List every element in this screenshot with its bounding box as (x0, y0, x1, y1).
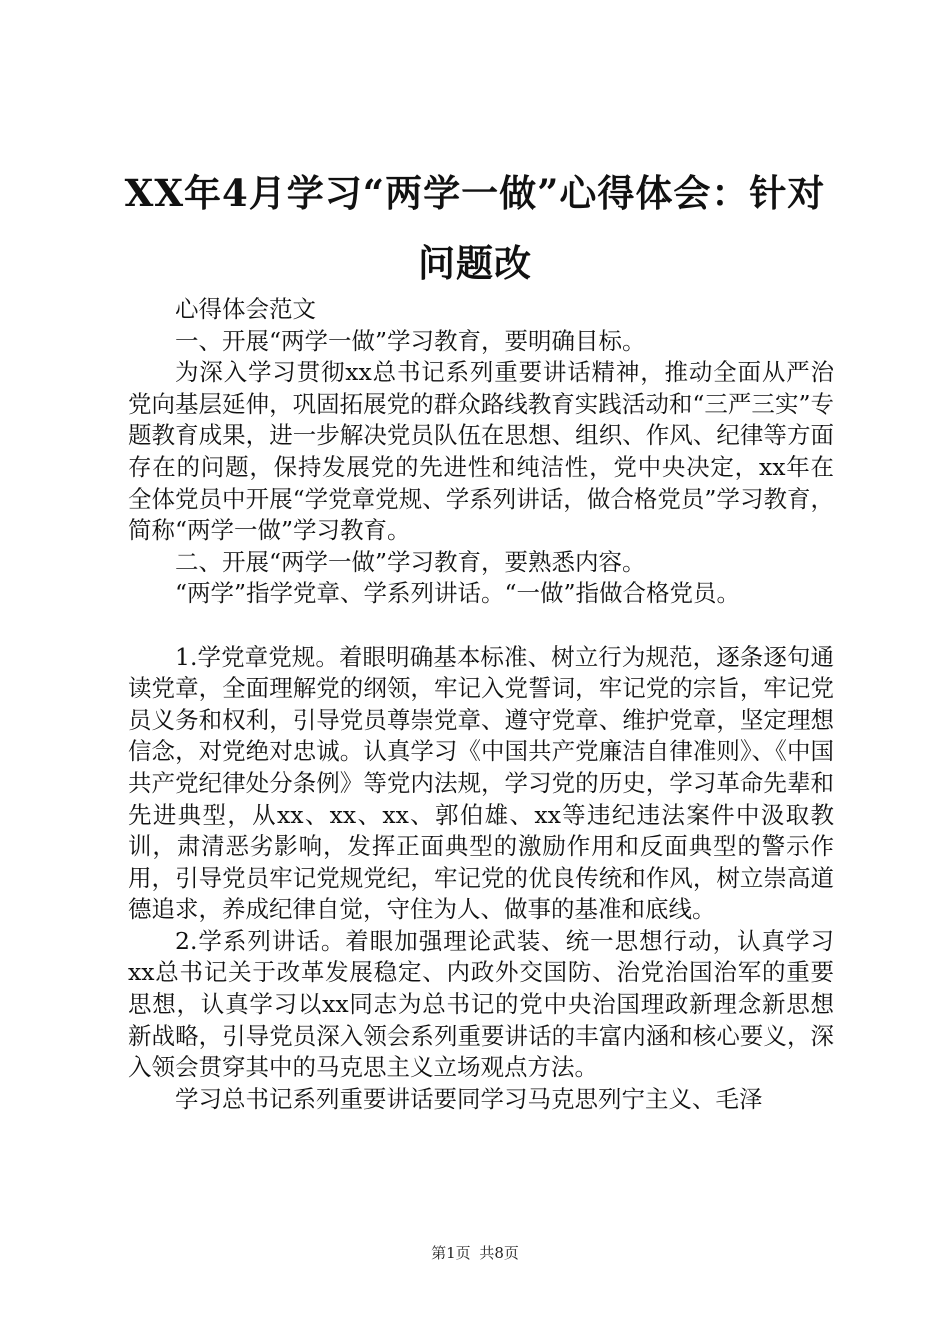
document-title: XX年4月学习“两学一做”心得体会：针对问题改 (124, 171, 826, 285)
paragraph-item-2: 2.学系列讲话。着眼加强理论武装、统一思想行动，认真学习xx总书记关于改革发展稳定、内政外交国防、治党治国治军的重要思想，认真学习以xx同志为总书记的党中央治国理政新理念新思想新战略，引导党员深入领会系列重要讲话的丰富内涵和核心要义，深入领会贯穿其中的马克思主义立场观点方法。 (128, 926, 834, 1082)
document-body (128, 294, 834, 1115)
page-number: 第1页 (431, 1244, 471, 1262)
total-pages: 共8页 (479, 1244, 519, 1262)
page-footer (0, 1242, 950, 1263)
paragraph-spacer (128, 610, 834, 642)
paragraph-section-1-heading: 一、开展“两学一做”学习教育，要明确目标。 (175, 326, 646, 355)
paragraph-section-2-intro: “两学”指学党章、学系列讲话。“一做”指做合格党员。 (175, 579, 741, 608)
paragraph-category: 心得体会范文 (175, 295, 316, 323)
paragraph-item-1: 1.学党章党规。着眼明确基本标准、树立行为规范，逐条逐句通读党章，全面理解党的纲领，牢记入党誓词，牢记党的宗旨，牢记党员义务和权利，引导党员尊崇党章、遵守党章、维护党章，坚定理想信念，对党绝对忠诚。认真学习《中国共产党廉洁自律准则》、《中国共产党纪律处分条例》等党内法规，学习党的历史，学习革命先辈和先进典型，从xx、xx、xx、郭伯雄、xx等违纪违法案件中汲取教训，肃清恶劣影响，发挥正面典型的激励作用和反面典型的警示作用，引导党员牢记党规党纪，牢记党的优良传统和作风，树立崇高道德追求，养成纪律自觉，守住为人、做事的基准和底线。 (128, 642, 834, 924)
paragraph-section-2-heading: 二、开展“两学一做”学习教育，要熟悉内容。 (175, 547, 646, 576)
paragraph-section-1-body: 为深入学习贯彻xx总书记系列重要讲话精神，推动全面从严治党向基层延伸，巩固拓展党的群众路线教育实践活动和“三严三实”专题教育成果，进一步解决党员队伍在思想、组织、作风、纪律等方面存在的问题，保持发展党的先进性和纯洁性，党中央决定，xx年在全体党员中开展“学党章党规、学系列讲话，做合格党员”学习教育，简称“两学一做”学习教育。 (128, 358, 834, 545)
paragraph-continuation: 学习总书记系列重要讲话要同学习马克思列宁主义、毛泽 (175, 1084, 763, 1113)
